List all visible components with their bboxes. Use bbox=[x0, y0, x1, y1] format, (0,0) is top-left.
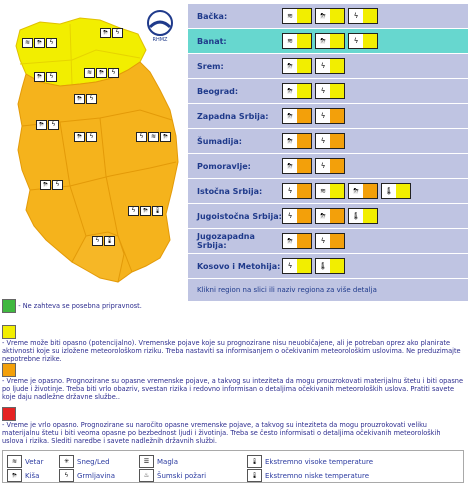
region-name[interactable]: Jugozapadna Srbija: bbox=[197, 232, 255, 250]
region-name[interactable]: Kosovo i Metohija: bbox=[197, 261, 281, 271]
map-icons-zapadna: ⛈ ϟ bbox=[36, 120, 59, 130]
warning-level-swatch bbox=[330, 259, 344, 273]
region-warning-icons bbox=[282, 133, 345, 149]
warning-icon bbox=[315, 33, 345, 49]
warning-glyph: ⛈ bbox=[320, 211, 326, 220]
legend-orange bbox=[2, 363, 464, 401]
warning-level-swatch bbox=[297, 259, 311, 273]
region-warning-icons bbox=[282, 183, 411, 199]
fog-icon: ☰ bbox=[139, 455, 154, 468]
region-name[interactable]: Istočna Srbija: bbox=[197, 186, 263, 196]
region-warning-icons bbox=[282, 83, 345, 99]
warning-icon bbox=[282, 208, 312, 224]
warning-glyph: ϟ bbox=[287, 212, 293, 220]
map-icons-beograd: ⛈ ϟ bbox=[74, 94, 97, 104]
warning-glyph: 🌡 bbox=[351, 212, 361, 220]
region-row[interactable] bbox=[188, 29, 468, 54]
map-icons-istocna: ϟ ≋ ⛈ bbox=[136, 132, 171, 142]
warning-glyph: ϟ bbox=[320, 137, 326, 145]
legend-green-text: - Ne zahteva se posebna pripravnost. bbox=[18, 302, 142, 310]
region-row[interactable] bbox=[188, 154, 468, 179]
map-icons-sumadija: ⛈ ϟ bbox=[74, 132, 97, 142]
icon-legend-label: Sneg/Led bbox=[77, 457, 110, 466]
region-row[interactable] bbox=[188, 229, 468, 254]
icon-legend-box bbox=[2, 450, 464, 483]
warning-glyph: ⛈ bbox=[287, 136, 293, 145]
serbia-warning-map[interactable] bbox=[0, 0, 187, 290]
warning-glyph: ⛈ bbox=[353, 186, 359, 195]
warning-level-swatch bbox=[330, 209, 344, 223]
region-warning-icons bbox=[282, 8, 378, 24]
warning-icon bbox=[315, 258, 345, 274]
map-icons-banat: ⛈ ϟ bbox=[100, 28, 123, 38]
warning-glyph: ⛈ bbox=[320, 11, 326, 20]
region-row[interactable] bbox=[188, 79, 468, 104]
region-row[interactable] bbox=[188, 129, 468, 154]
warning-icon bbox=[315, 158, 345, 174]
warning-glyph: ϟ bbox=[320, 162, 326, 170]
map-icons-kosovo: ϟ 🌡 bbox=[92, 236, 115, 246]
warning-glyph: 🌡 bbox=[384, 187, 394, 195]
warning-level-swatch bbox=[330, 234, 344, 248]
warning-icon bbox=[282, 258, 312, 274]
warning-glyph: ≋ bbox=[287, 12, 293, 20]
legend-yellow-text: - Vreme može biti opasno (potencijalno). Vremenske pojave koje su prognozirane nisu neuobičajene, ali je potreban oprez ako planirate aktivnosti koje su izložene meteorološkom riziku. Treba nastaviti sa informisanjem o očekivanim meteorološkim uslovima. Ne preduzimajte nepotrebne rizike. bbox=[2, 339, 461, 363]
warning-level-swatch bbox=[297, 59, 311, 73]
warning-glyph: ⛈ bbox=[320, 36, 326, 45]
legend-yellow bbox=[2, 325, 464, 363]
warning-level-swatch bbox=[363, 209, 377, 223]
forest-fire-icon: ♨ bbox=[139, 469, 154, 482]
icon-legend-label: Kiša bbox=[25, 471, 40, 480]
icon-legend-vetar bbox=[7, 455, 43, 468]
snow-icon: ✳ bbox=[59, 455, 74, 468]
warning-level-swatch bbox=[330, 159, 344, 173]
region-row[interactable] bbox=[188, 179, 468, 204]
map-icons-srem: ⛈ ϟ bbox=[34, 72, 57, 82]
warning-level-swatch bbox=[330, 34, 344, 48]
legend-green bbox=[2, 299, 464, 313]
map-icons-backa-w: ≋ ⛈ ϟ bbox=[22, 38, 57, 48]
region-list bbox=[188, 4, 468, 301]
region-row[interactable] bbox=[188, 254, 468, 279]
warning-level-swatch bbox=[297, 9, 311, 23]
yellow-swatch bbox=[2, 325, 16, 339]
warning-icon bbox=[348, 208, 378, 224]
warning-icon bbox=[282, 108, 312, 124]
icon-legend-label: Vetar bbox=[25, 457, 44, 466]
warning-level-swatch bbox=[297, 159, 311, 173]
legend-red-text: - Vreme je vrlo opasno. Prognozirane su naročito opasne vremenske pojave, a takvog su inteziteta da mogu prouzrokovati veliku materijalnu štetu i biti veoma opasne po bezbednost ljudi i životinja. Treba se često informisati o detaljima očekivanih meteoroloških uslova i rizika. Slediti naredbe i savete nadležnih državnih službi. bbox=[2, 421, 441, 445]
warning-icon bbox=[315, 108, 345, 124]
green-swatch bbox=[2, 299, 16, 313]
icon-legend-label: Ekstremno niske temperature bbox=[265, 471, 370, 480]
warning-level-swatch bbox=[330, 84, 344, 98]
warning-level-swatch bbox=[330, 59, 344, 73]
warning-icon bbox=[315, 58, 345, 74]
warning-level-swatch bbox=[297, 234, 311, 248]
warning-level-swatch bbox=[297, 184, 311, 198]
region-row[interactable] bbox=[188, 54, 468, 79]
icon-legend-kisa bbox=[7, 469, 39, 482]
rain-icon: ⛈ bbox=[7, 469, 22, 482]
warning-icon bbox=[282, 133, 312, 149]
warning-glyph: ϟ bbox=[353, 37, 359, 45]
warning-glyph: ϟ bbox=[287, 187, 293, 195]
warning-icon bbox=[282, 233, 312, 249]
icon-legend-visoke bbox=[247, 455, 373, 468]
region-warning-icons bbox=[282, 233, 345, 249]
region-name[interactable]: Jugoistočna Srbija: bbox=[197, 211, 282, 221]
warning-glyph: ϟ bbox=[287, 262, 293, 270]
warning-glyph: ϟ bbox=[320, 237, 326, 245]
lightning-icon: ϟ bbox=[59, 469, 74, 482]
red-swatch bbox=[2, 407, 16, 421]
warning-icon bbox=[348, 8, 378, 24]
warning-glyph: ϟ bbox=[320, 87, 326, 95]
warning-icon bbox=[282, 158, 312, 174]
map-icons-jugoistocna: ϟ ⛈ 🌡 bbox=[128, 206, 163, 216]
warning-level-swatch bbox=[330, 134, 344, 148]
icon-legend-pozari bbox=[139, 469, 206, 482]
icon-legend-label: Šumski požari bbox=[157, 471, 207, 480]
warning-level-swatch bbox=[297, 134, 311, 148]
warning-glyph: ⛈ bbox=[287, 236, 293, 245]
warning-icon bbox=[315, 208, 345, 224]
orange-swatch bbox=[2, 363, 16, 377]
region-row[interactable] bbox=[188, 204, 468, 229]
warning-glyph: ϟ bbox=[353, 12, 359, 20]
icon-legend-niske bbox=[247, 469, 369, 482]
region-warning-icons bbox=[282, 208, 378, 224]
region-row[interactable] bbox=[188, 104, 468, 129]
map-icons-banat-s: ≋ ⛈ ϟ bbox=[84, 68, 119, 78]
region-warning-icons bbox=[282, 108, 345, 124]
warning-level-swatch bbox=[396, 184, 410, 198]
icon-legend-grmljavina bbox=[59, 469, 115, 482]
warning-glyph: ⛈ bbox=[287, 111, 293, 120]
warning-icon bbox=[282, 8, 312, 24]
warning-glyph: ϟ bbox=[320, 62, 326, 70]
region-name[interactable]: Srem: bbox=[197, 61, 224, 71]
map-icons-jugozapadna: ⛈ ϟ bbox=[40, 180, 63, 190]
region-name[interactable]: Banat: bbox=[197, 36, 227, 46]
region-name[interactable]: Pomoravlje: bbox=[197, 161, 251, 171]
warning-icon bbox=[348, 183, 378, 199]
warning-level-swatch bbox=[297, 209, 311, 223]
warning-level-swatch bbox=[297, 109, 311, 123]
warning-glyph: ⛈ bbox=[287, 61, 293, 70]
warning-level-swatch bbox=[330, 9, 344, 23]
warning-level-swatch bbox=[363, 9, 377, 23]
icon-legend-label: Magla bbox=[157, 457, 179, 466]
warning-level-swatch bbox=[297, 34, 311, 48]
icon-legend-label: Ekstremno visoke temperature bbox=[265, 457, 374, 466]
region-name[interactable]: Bačka: bbox=[197, 11, 228, 21]
warning-glyph: 🌡 bbox=[318, 262, 328, 270]
warning-icon bbox=[282, 58, 312, 74]
legend-red bbox=[2, 407, 464, 445]
warning-level-swatch bbox=[363, 34, 377, 48]
warning-level-swatch bbox=[330, 109, 344, 123]
warning-glyph: ⛈ bbox=[287, 86, 293, 95]
region-warning-icons bbox=[282, 258, 345, 274]
rhmz-logo-icon bbox=[146, 9, 174, 43]
warning-glyph: ≋ bbox=[320, 187, 326, 195]
warning-icon bbox=[315, 83, 345, 99]
region-warning-icons bbox=[282, 158, 345, 174]
region-name[interactable]: Beograd: bbox=[197, 86, 239, 96]
warning-glyph: ⛈ bbox=[287, 161, 293, 170]
svg-text:RHMZ: RHMZ bbox=[152, 37, 168, 43]
region-name[interactable]: Zapadna Srbija: bbox=[197, 111, 269, 121]
icon-legend-label: Grmljavina bbox=[77, 471, 115, 480]
region-warning-icons bbox=[282, 33, 378, 49]
warning-level-swatch bbox=[330, 184, 344, 198]
icon-legend-sneg bbox=[59, 455, 110, 468]
thermometer-hot-icon: 🌡 bbox=[247, 455, 262, 468]
warning-icon bbox=[315, 183, 345, 199]
warning-glyph: ϟ bbox=[320, 112, 326, 120]
warning-glyph: ≋ bbox=[287, 37, 293, 45]
warning-icon bbox=[381, 183, 411, 199]
thermometer-cold-icon: 🌡 bbox=[247, 469, 262, 482]
region-hint: Klikni region na slici ili naziv regiona za više detalja bbox=[188, 279, 468, 301]
region-warning-icons bbox=[282, 58, 345, 74]
region-name[interactable]: Šumadija: bbox=[197, 136, 242, 146]
icon-legend-magla bbox=[139, 455, 178, 468]
warning-icon bbox=[282, 33, 312, 49]
warning-icon bbox=[315, 133, 345, 149]
warning-icon bbox=[282, 83, 312, 99]
warning-level-swatch bbox=[363, 184, 377, 198]
region-row[interactable] bbox=[188, 4, 468, 29]
warning-level-swatch bbox=[297, 84, 311, 98]
legend-orange-text: - Vreme je opasno. Prognozirane su opasne vremenske pojave, a takvog su inteziteta da mogu prouzrokovati materijalnu štetu i biti opasne po ljude i životinje. Treba biti vrlo obazriv, svestan rizika i redovno informisan o detaljima očekivanih meteoroloških uslova. Pratiti savete koje daju nadležne državne službe.. bbox=[2, 377, 464, 401]
warning-icon bbox=[348, 33, 378, 49]
warning-icon bbox=[315, 233, 345, 249]
wind-icon: ≋ bbox=[7, 455, 22, 468]
warning-icon bbox=[282, 183, 312, 199]
warning-icon bbox=[315, 8, 345, 24]
